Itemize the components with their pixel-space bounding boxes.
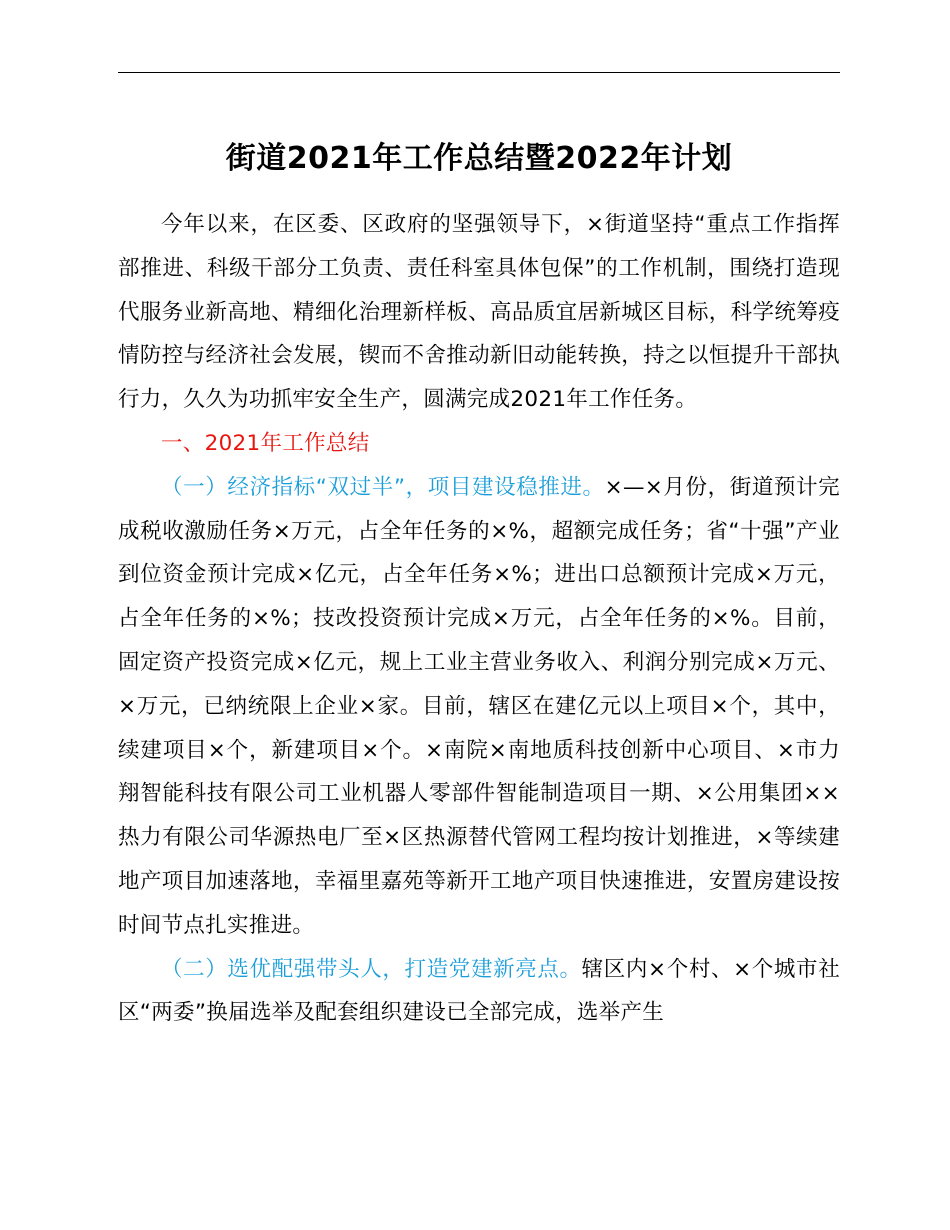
subsection-1-heading: （一）经济指标“双过半”，项目建设稳推进。	[161, 474, 605, 500]
document-body	[118, 203, 840, 1035]
section-heading	[118, 422, 840, 466]
document-title: 街道2021年工作总结暨2022年计划	[225, 141, 733, 176]
subsection-1-paragraph	[118, 466, 840, 948]
subsection-2-heading: （二）选优配强带头人，打造党建新亮点。	[161, 956, 582, 982]
intro-paragraph: 今年以来，在区委、区政府的坚强领导下，×街道坚持“重点工作指挥部推进、科级干部分工负责、责任科室具体包保”的工作机制，围绕打造现代服务业新高地、精细化治理新样板、高品质宜居新城区目标，科学统筹疫情防控与经济社会发展，锲而不舍推动新旧动能转换，持之以恒提升干部执行力，久久为功抓牢安全生产，圆满完成2021年工作任务。	[118, 212, 840, 413]
subsection-2-paragraph	[118, 948, 840, 1036]
subsection-2-body: 辖区内×个村、×个城市社区“两委”换届选举及配套组织建设已全部完成，选举产生	[118, 956, 840, 1026]
header-rule	[118, 72, 840, 73]
subsection-1-body: ×—×月份，街道预计完成税收激励任务×万元，占全年任务的×%，超额完成任务；省“十强”产业到位资金预计完成×亿元，占全年任务×%；进出口总额预计完成×万元，占全年任务的×%；技改投资预计完成×万元，占全年任务的×%。目前，固定资产投资完成×亿元，规上工业主营业务收入、利润分别完成×万元、×万元，已纳统限上企业×家。目前，辖区在建亿元以上项目×个，其中，续建项目×个，新建项目×个。×南院×南地质科技创新中心项目、×市力翔智能科技有限公司工业机器人零部件智能制造项目一期、×公用集团××热力有限公司华源热电厂至×区热源替代管网工程均按计划推进，×等续建地产项目加速落地，幸福里嘉苑等新开工地产项目快速推进，安置房建设按时间节点扎实推进。	[118, 474, 840, 938]
section-1-heading: 一、2021年工作总结	[161, 430, 370, 456]
